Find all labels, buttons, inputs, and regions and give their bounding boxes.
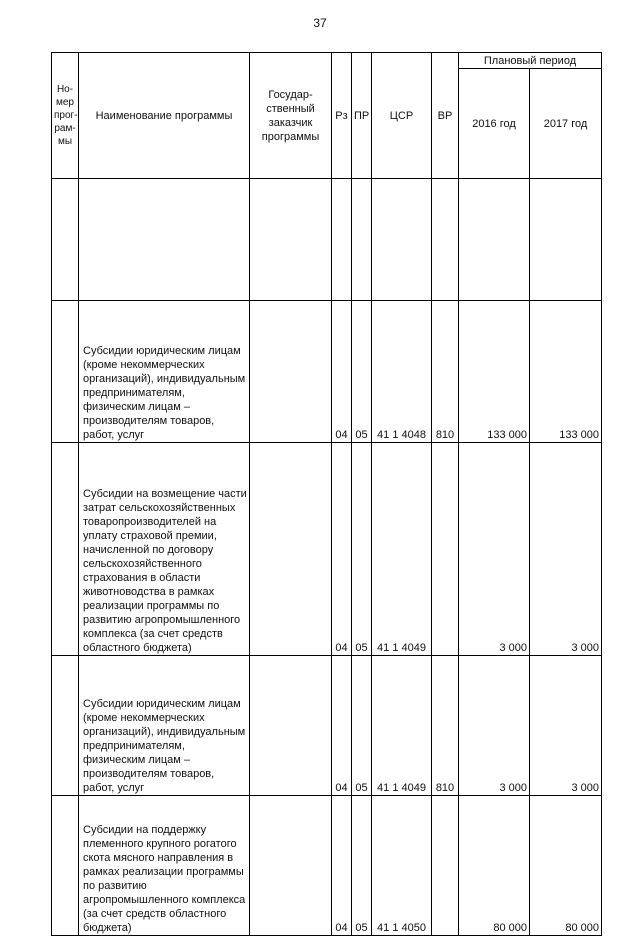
csr-cell: 41 1 4050 (372, 796, 432, 936)
csr-cell: 41 1 4049 (372, 656, 432, 796)
customer-cell (250, 656, 332, 796)
header-csr: ЦСР (372, 53, 432, 179)
vr-cell: 810 (432, 656, 459, 796)
header-customer: Государ- ственный заказчик программы (250, 53, 332, 179)
program-name-cell: Субсидии юридическим лицам (кроме некоммерческих организаций), индивидуальным предпринимателям, физическим лицам – производителям товаров, работ, услуг (79, 656, 250, 796)
program-name-cell: Субсидии на поддержку племенного крупного рогатого скота мясного направления в рамках реализации программы по развитию агропромышленного комплекса (за счет средств областного бюджета) (79, 796, 250, 936)
rz-cell: 04 (332, 656, 352, 796)
year-2017-cell: 80 000 (530, 796, 602, 936)
table-row (52, 301, 602, 443)
program-name-cell: Субсидии на возмещение части затрат сельскохозяйственных товаропроизводителей на уплату страховой премии, начисленной по договору сельскохозяйственного страхования в области животноводства в рамках реализации программы по развитию агропромышленного комплекса (за счет средств областного бюджета) (79, 443, 250, 656)
table-spacer-row (52, 179, 602, 301)
pr-cell: 05 (352, 301, 372, 443)
year-2017-cell: 3 000 (530, 656, 602, 796)
pr-cell: 05 (352, 656, 372, 796)
table-row (52, 796, 602, 936)
rz-cell: 04 (332, 796, 352, 936)
program-number-cell (52, 656, 79, 796)
pr-cell: 05 (352, 443, 372, 656)
year-2016-cell: 3 000 (459, 443, 530, 656)
header-planned-period: Плановый период (459, 53, 602, 69)
budget-table (51, 52, 602, 936)
year-2016-cell: 80 000 (459, 796, 530, 936)
rz-cell: 04 (332, 301, 352, 443)
customer-cell (250, 443, 332, 656)
header-program-name: Наименование программы (79, 53, 250, 179)
header-vr: ВР (432, 53, 459, 179)
vr-cell (432, 796, 459, 936)
program-number-cell (52, 443, 79, 656)
program-name-cell: Субсидии юридическим лицам (кроме некоммерческих организаций), индивидуальным предпринимателям, физическим лицам – производителям товаров, работ, услуг (79, 301, 250, 443)
header-rz: Рз (332, 53, 352, 179)
year-2017-cell: 133 000 (530, 301, 602, 443)
header-year-2016: 2016 год (459, 69, 530, 179)
program-number-cell (52, 796, 79, 936)
vr-cell: 810 (432, 301, 459, 443)
header-year-2017: 2017 год (530, 69, 602, 179)
table-row (52, 443, 602, 656)
year-2016-cell: 3 000 (459, 656, 530, 796)
program-number-cell (52, 301, 79, 443)
customer-cell (250, 301, 332, 443)
csr-cell: 41 1 4048 (372, 301, 432, 443)
year-2016-cell: 133 000 (459, 301, 530, 443)
page-number: 37 (313, 16, 327, 30)
header-pr: ПР (352, 53, 372, 179)
table-row (52, 656, 602, 796)
pr-cell: 05 (352, 796, 372, 936)
vr-cell (432, 443, 459, 656)
csr-cell: 41 1 4049 (372, 443, 432, 656)
year-2017-cell: 3 000 (530, 443, 602, 656)
header-program-number: Но- мер прог- рам- мы (52, 53, 79, 179)
rz-cell: 04 (332, 443, 352, 656)
customer-cell (250, 796, 332, 936)
